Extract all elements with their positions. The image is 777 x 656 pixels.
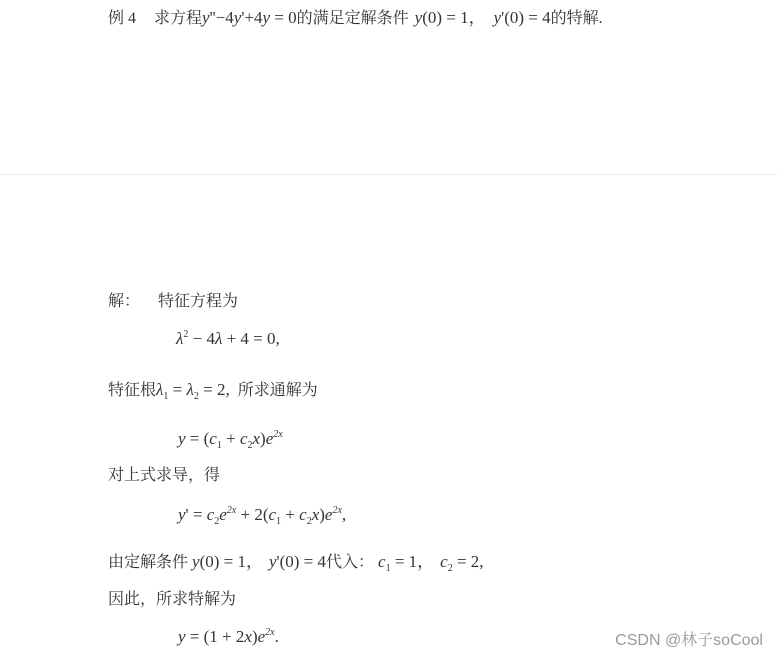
problem-pre: 求方程: [154, 10, 203, 27]
section-divider: [0, 174, 777, 175]
problem-equation: y''−4y'+4y = 0: [202, 8, 297, 27]
general-solution: $y = (c_1 + c_2x)e^{2x}$: [178, 429, 283, 451]
roots-equation: $\lambda_1 = \lambda_2 = 2$,: [156, 380, 230, 402]
conclude-text: 因此，所求特解为: [108, 591, 237, 608]
condition-2: y'(0) = 4: [493, 8, 551, 27]
solution-label: 解：: [108, 293, 141, 310]
characteristic-equation: $\lambda^2 - 4\lambda + 4 = 0$,: [176, 329, 280, 348]
derivative-equation: $y' = c_2e^{2x} + 2(c_1 + c_2x)e^{2x}$,: [178, 505, 347, 527]
particular-solution: $y = (1 + 2x)e^{2x}$.: [178, 627, 279, 646]
solution-intro-text: 特征方程为: [158, 293, 239, 310]
derive-text: 对上式求导，得: [108, 467, 221, 484]
solution-intro: [108, 292, 238, 312]
condition-1: y(0) = 1，: [414, 8, 486, 27]
problem-mid: 的满足定解条件: [296, 10, 409, 27]
substitution-line: 由定解条件 y(0) = 1， y'(0) = 4代入： $c_1 = 1$， $c_2 = 2$,: [108, 552, 484, 574]
problem-statement: [108, 8, 603, 29]
problem-post: 的特解.: [550, 10, 603, 27]
csdn-watermark: CSDN @林子soCool: [615, 632, 763, 649]
problem-label: 例 4: [108, 10, 137, 27]
roots-line: 特征根$\lambda_1 = \lambda_2 = 2$, 所求通解为: [108, 380, 318, 402]
